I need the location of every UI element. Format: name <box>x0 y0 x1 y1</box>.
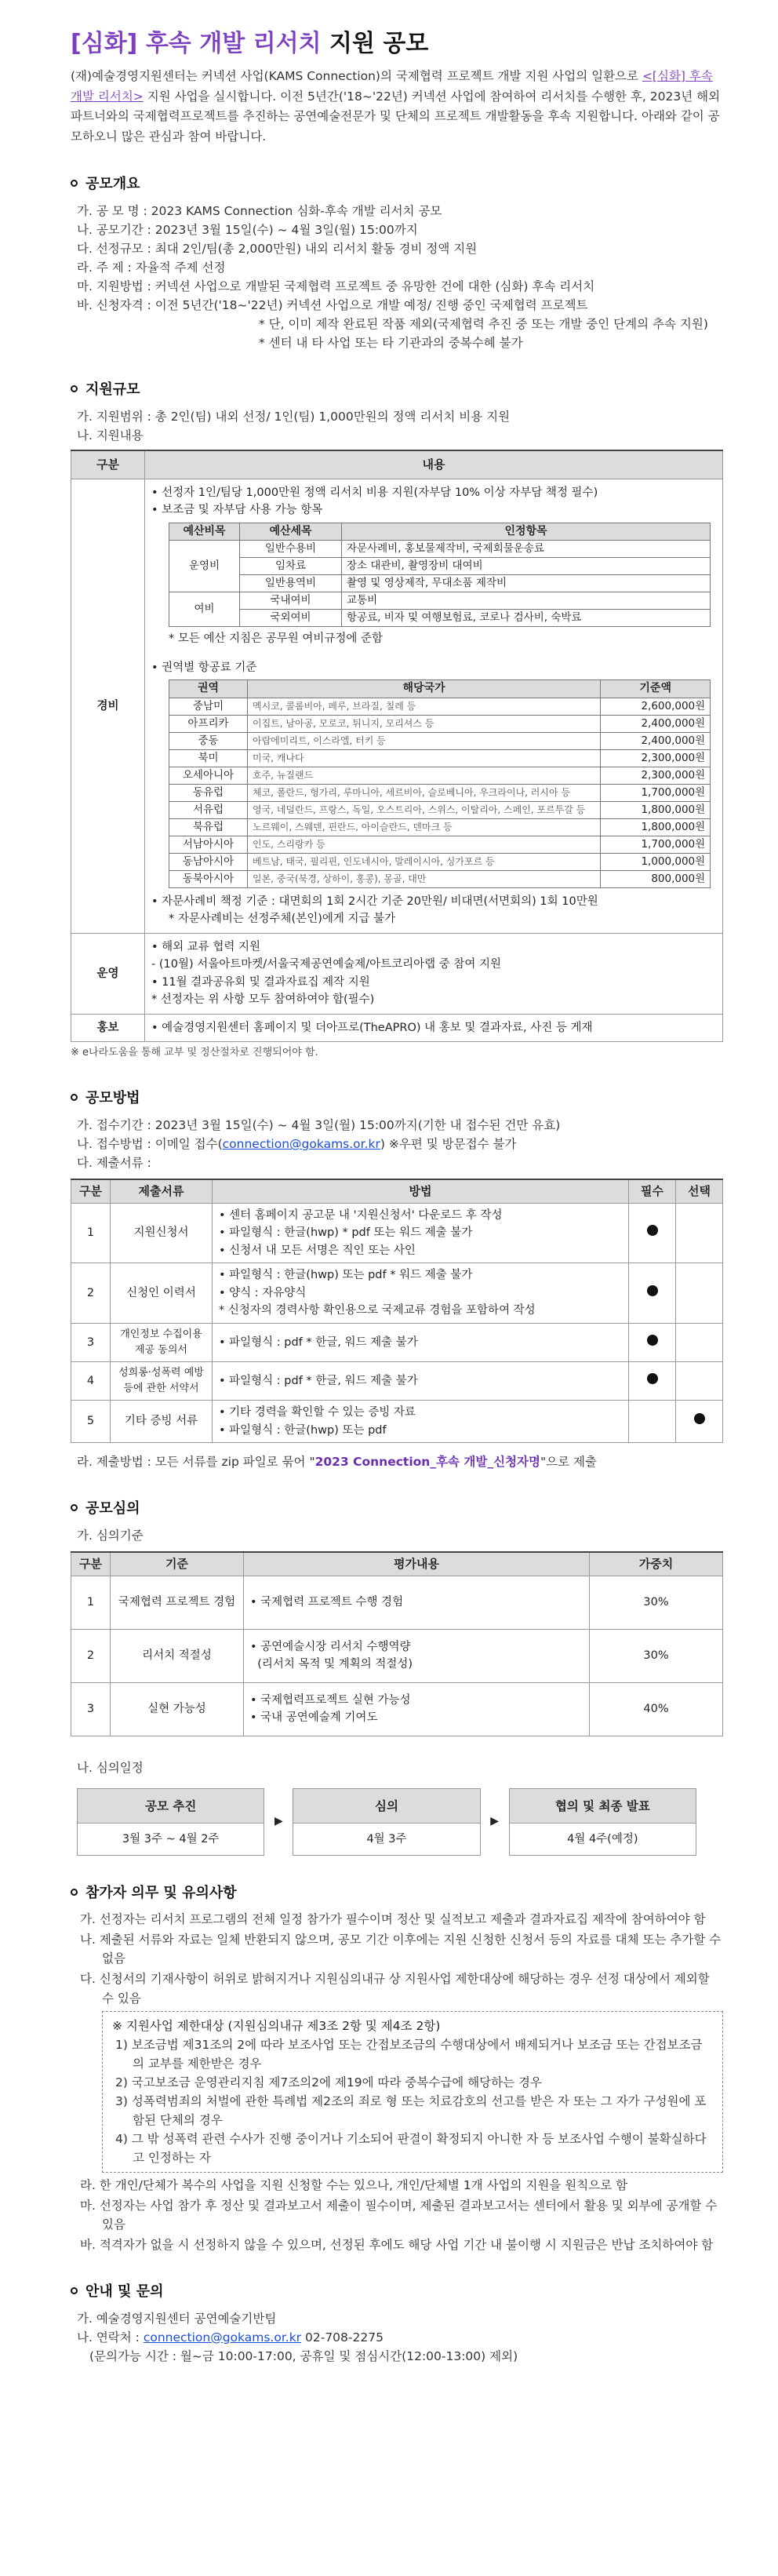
airfare-amount: 1,800,000원 <box>601 801 711 818</box>
schedule-step-date: 4월 4주(예정) <box>567 1832 638 1845</box>
bullet-circle-icon <box>71 385 78 392</box>
section-title-text: 참가자 의무 및 유의사항 <box>85 1884 237 1901</box>
evaluation-description-line: • 국제협력 프로젝트 수행 경험 <box>250 1595 404 1609</box>
evaluation-rows <box>71 1576 723 1736</box>
promotion-content: • 예술경영지원센터 홈페이지 및 더아프로(TheAPRO) 내 홍보 및 결과자료, 사진 등 게재 <box>145 1014 723 1041</box>
required-cell <box>629 1203 676 1262</box>
airfare-row <box>169 784 711 801</box>
document-row <box>71 1323 723 1361</box>
schedule-step-date: 3월 3주 ~ 4월 2주 <box>122 1832 220 1845</box>
airfare-row <box>169 870 711 887</box>
airfare-countries: 베트남, 태국, 필리핀, 인도네시아, 말레이시아, 싱가포르 등 <box>248 853 601 870</box>
operation-line: • 11월 결과공유회 및 결과자료집 제작 지원 <box>151 975 370 989</box>
required-cell <box>629 1401 676 1443</box>
document-method <box>213 1401 629 1443</box>
document-method-line: • 파일형식 : pdf * 한글, 워드 제출 불가 <box>219 1335 418 1349</box>
scale-line: 나. 지원내용 <box>77 428 144 443</box>
budget-note: * 모든 예산 지침은 공무원 여비규정에 준함 <box>169 632 384 646</box>
airfare-amount: 2,300,000원 <box>601 749 711 767</box>
operation-line: • 해외 교류 협력 지원 <box>151 940 261 953</box>
document-number: 5 <box>71 1401 111 1443</box>
airfare-row <box>169 715 711 732</box>
expense-bullet: • 보조금 및 자부담 사용 가능 항목 <box>151 504 323 517</box>
required-cell <box>629 1263 676 1323</box>
optional-cell <box>676 1323 723 1361</box>
airfare-header: 해당국가 <box>248 680 601 698</box>
optional-cell <box>676 1203 723 1262</box>
airfare-countries: 일본, 중국(북경, 상하이, 홍콩), 몽골, 대만 <box>248 870 601 887</box>
expense-bullet: • 선정자 1인/팀당 1,000만원 정액 리서치 비용 지원(자부담 10% 이상 자부담 책정 필수) <box>151 486 598 499</box>
budget-row <box>169 558 711 575</box>
advice-fee-rule: • 자문사례비 책정 기준 : 대면회의 1회 2시간 기준 20만원/ 비대면(서면회의) 1회 10만원 <box>151 894 598 908</box>
section-title-text: 공모방법 <box>85 1090 140 1107</box>
required-cell <box>629 1361 676 1400</box>
operation-content <box>145 933 723 1014</box>
row-label-operation: 운영 <box>71 933 145 1014</box>
airfare-countries: 인도, 스리랑카 등 <box>248 836 601 853</box>
document-method-line: • 파일형식 : 한글(hwp) 또는 pdf <box>219 1423 387 1437</box>
review-line: 나. 심의일정 <box>77 1760 144 1775</box>
airfare-table <box>169 680 711 888</box>
section-title-text: 안내 및 문의 <box>85 2283 164 2300</box>
budget-row <box>169 610 711 627</box>
advice-fee-note: * 자문사례비는 선정주체(본인)에게 지급 불가 <box>169 913 396 926</box>
bullet-circle-icon <box>71 1504 78 1511</box>
airfare-countries: 체코, 폴란드, 헝가리, 루마니아, 세르비아, 슬로베니아, 우크라이나, 러시아 등 <box>248 784 601 801</box>
schedule-step-title: 공모 추진 <box>78 1789 264 1824</box>
airfare-amount: 1,000,000원 <box>601 853 711 870</box>
method-line <box>71 1135 723 1153</box>
airfare-amount: 2,400,000원 <box>601 732 711 749</box>
method-line: 가. 접수기간 : 2023년 3월 15일(수) ~ 4월 3일(월) 15:00까지(기한 내 접수된 건만 유효) <box>77 1118 561 1133</box>
airfare-amount: 1,800,000원 <box>601 818 711 836</box>
document-method-line: • 파일형식 : 한글(hwp) * pdf 또는 워드 제출 불가 <box>219 1226 473 1240</box>
overview-line: 마. 지원방법 : 커넥션 사업으로 개발된 국제협력 프로젝트 중 유망한 건에 대한 (심화) 후속 리서치 <box>77 279 595 294</box>
arrow-right-icon: ▶ <box>490 1814 500 1827</box>
airfare-countries: 노르웨이, 스웨덴, 핀란드, 아이슬란드, 덴마크 등 <box>248 818 601 836</box>
section-title-text: 지원규모 <box>85 381 140 399</box>
document-method <box>213 1263 629 1323</box>
budget-category: 운영비 <box>169 541 240 592</box>
airfare-region: 서남아시아 <box>169 836 248 853</box>
schedule-step-title: 협의 및 최종 발표 <box>510 1789 696 1824</box>
section-title <box>71 1882 723 1904</box>
table-header: 구분 <box>71 1552 111 1576</box>
method-text: 라. 제출방법 : 모든 서류를 zip 파일로 묶어 " <box>77 1455 315 1470</box>
document-method-line: • 센터 홈페이지 공고문 내 '지원신청서' 다운로드 후 작성 <box>219 1208 503 1222</box>
intro-program-link[interactable]: <[심화] 후속 개발 리서치> <box>71 69 713 104</box>
table-header: 평가내용 <box>244 1552 590 1576</box>
airfare-region: 중남미 <box>169 698 248 715</box>
title-rest: 지원 공모 <box>321 30 429 57</box>
table-header: 방법 <box>213 1179 629 1203</box>
contact-email-link[interactable]: connection@gokams.or.kr <box>143 2330 302 2345</box>
airfare-region: 중동 <box>169 732 248 749</box>
restriction-item: 1) 보조금법 제31조의 2에 따라 보조사업 또는 간접보조금의 수행대상에서 배제되거나 보조금 또는 간접보조금의 교부를 제한받은 경우 <box>115 2037 703 2071</box>
region-intro: • 권역별 항공료 기준 <box>151 661 257 674</box>
evaluation-description-line: (리서치 목적 및 계획의 적절성) <box>250 1658 413 1671</box>
schedule-step <box>293 1788 480 1856</box>
budget-row <box>169 592 711 610</box>
intro-text-2: 지원 사업을 실시합니다. 이전 5년간('18~'22년) 커넥션 사업에 참여하여 리서치를 수행한 후, 2023년 해외 파트너와의 국제협력프로젝트를 추진하는 공연예술전문가 및 단체의 프로젝트 개발활동을 후속 지원합니다. 아래와 같이 공모하오니 많은 관심과 참여 바랍니다. <box>71 89 721 144</box>
intro-paragraph <box>71 67 723 147</box>
schedule-step-title: 심의 <box>293 1789 479 1824</box>
required-dot-icon <box>647 1335 658 1346</box>
table-header: 필수 <box>629 1179 676 1203</box>
restriction-title: ※ 지원사업 제한대상 (지원심의내규 제3조 2항 및 제4조 2항) <box>112 2018 441 2033</box>
budget-header: 인정항목 <box>342 523 711 541</box>
restriction-item: 3) 성폭력범죄의 처벌에 관한 특례법 제2조의 죄로 형 또는 치료감호의 선고를 받은 자 또는 그 자가 구성원에 포함된 단체의 경우 <box>115 2093 707 2127</box>
airfare-countries: 미국, 캐나다 <box>248 749 601 767</box>
budget-allowed: 자문사례비, 홍보물제작비, 국제회물운송료 <box>342 541 711 558</box>
evaluation-criterion: 리서치 적절성 <box>111 1629 244 1682</box>
document-row <box>71 1401 723 1443</box>
section-title-text: 공모심의 <box>85 1500 140 1518</box>
airfare-region: 동남아시아 <box>169 853 248 870</box>
document-name: 개인정보 수집이용 제공 동의서 <box>111 1323 213 1361</box>
evaluation-row <box>71 1629 723 1682</box>
overview-line: 다. 선정규모 : 최대 2인/팀(총 2,000만원) 내외 리서치 활동 경비 정액 지원 <box>77 242 478 257</box>
document-row <box>71 1361 723 1400</box>
airfare-rows <box>169 698 711 887</box>
schedule-step <box>77 1788 264 1856</box>
schedule-step <box>509 1788 696 1856</box>
restriction-item: 2) 국고보조금 운영관리지침 제7조의2에 제19에 따라 중복수급에 해당하는 경우 <box>115 2075 542 2090</box>
evaluation-weight: 30% <box>590 1576 723 1629</box>
document-number: 4 <box>71 1361 111 1400</box>
required-dot-icon <box>647 1225 658 1236</box>
method-text: 나. 접수방법 : 이메일 접수( <box>77 1137 223 1152</box>
airfare-region: 동유럽 <box>169 784 248 801</box>
document-number: 1 <box>71 1203 111 1262</box>
review-line: 가. 심의기준 <box>77 1528 144 1543</box>
section-title <box>71 173 723 195</box>
document-method-line: • 파일형식 : 한글(hwp) 또는 pdf * 워드 제출 불가 <box>219 1269 473 1282</box>
section-title <box>71 2281 723 2303</box>
page-title <box>71 28 723 59</box>
airfare-region: 북유럽 <box>169 818 248 836</box>
document-name: 지원신청서 <box>111 1203 213 1262</box>
method-line: 다. 제출서류 : <box>77 1156 151 1171</box>
document-method-line: • 기타 경력을 확인할 수 있는 증빙 자료 <box>219 1406 416 1419</box>
row-label-expense: 경비 <box>71 479 145 933</box>
contact-line: 가. 예술경영지원센터 공연예술기반팀 <box>77 2311 277 2326</box>
evaluation-number: 1 <box>71 1576 111 1629</box>
required-dot-icon <box>647 1373 658 1384</box>
section-obligations <box>71 1882 723 2254</box>
airfare-header: 기준액 <box>601 680 711 698</box>
evaluation-description-line: • 국내 공연예술계 기여도 <box>250 1711 378 1725</box>
evaluation-table <box>71 1551 723 1736</box>
bullet-circle-icon <box>71 2287 78 2294</box>
overview-note: * 센터 내 타 사업 또는 타 기관과의 중복수혜 불가 <box>259 336 523 351</box>
document-name: 신청인 이력서 <box>111 1263 213 1323</box>
airfare-countries: 아랍에미리트, 이스라엘, 터키 등 <box>248 732 601 749</box>
arrow-right-icon: ▶ <box>274 1814 283 1827</box>
section-title <box>71 379 723 401</box>
evaluation-description-line: • 공연예술시장 리서치 수행역량 <box>250 1640 411 1653</box>
section-support-scale <box>71 379 723 1061</box>
filename-highlight: 2023 Connection_후속 개발_신청자명 <box>314 1455 540 1470</box>
budget-row <box>169 541 711 558</box>
budget-row <box>169 575 711 592</box>
optional-cell <box>676 1263 723 1323</box>
airfare-countries: 이집트, 남아공, 모로코, 튀니지, 모리셔스 등 <box>248 715 601 732</box>
optional-cell <box>676 1361 723 1400</box>
overview-line: 라. 주 제 : 자율적 주제 선정 <box>77 261 226 275</box>
budget-header: 예산세목 <box>240 523 342 541</box>
support-content-table <box>71 450 723 1042</box>
required-dot-icon <box>647 1285 658 1296</box>
table-header: 제출서류 <box>111 1179 213 1203</box>
scale-line: 가. 지원범위 : 총 2인(팀) 내외 선정/ 1인(팀) 1,000만원의 정액 리서치 비용 지원 <box>77 410 511 424</box>
budget-category: 여비 <box>169 592 240 627</box>
obligation-item: 다. 신청서의 기재사항이 허위로 밝혀지거나 지원심의내규 상 지원사업 제한대상에 해당하는 경우 선정 대상에서 제외할 수 있음 <box>80 1972 710 2006</box>
restriction-item: 4) 그 밖 성폭력 관련 수사가 진행 중이거나 기소되어 판결이 확정되지 아니한 자 등 보조사업 수행이 불확실하다고 인정하는 자 <box>115 2131 707 2165</box>
airfare-countries: 멕시코, 콜롬비아, 페루, 브라질, 칠레 등 <box>248 698 601 715</box>
method-text: ) ※우편 및 방문접수 불가 <box>380 1137 517 1152</box>
airfare-region: 아프리카 <box>169 715 248 732</box>
obligation-item: 나. 제출된 서류와 자료는 일체 반환되지 않으며, 공모 기간 이후에는 지원 신청한 신청서 등의 자료를 대체 또는 추가할 수 없음 <box>80 1933 722 1966</box>
evaluation-criterion: 실현 가능성 <box>111 1682 244 1736</box>
section-overview <box>71 173 723 352</box>
evaluation-criterion: 국제협력 프로젝트 경험 <box>111 1576 244 1629</box>
table-header: 구분 <box>71 450 145 479</box>
airfare-amount: 1,700,000원 <box>601 784 711 801</box>
document-method <box>213 1323 629 1361</box>
table-header: 구분 <box>71 1179 111 1203</box>
airfare-countries: 호주, 뉴질랜드 <box>248 767 601 784</box>
evaluation-description <box>244 1629 590 1682</box>
method-line <box>71 1452 723 1471</box>
evaluation-weight: 30% <box>590 1629 723 1682</box>
evaluation-number: 3 <box>71 1682 111 1736</box>
budget-item: 국외여비 <box>240 610 342 627</box>
overview-line: 바. 신청자격 : 이전 5년간('18~'22년) 커넥션 사업으로 개발 예정/ 진행 중인 국제협력 프로젝트 <box>77 298 588 313</box>
overview-line: 나. 공모기간 : 2023년 3월 15일(수) ~ 4월 3일(월) 15:00까지 <box>77 223 418 238</box>
table-header: 선택 <box>676 1179 723 1203</box>
required-cell <box>629 1323 676 1361</box>
document-method-line: • 신청서 내 모든 서명은 직인 또는 사인 <box>219 1244 416 1257</box>
document-number: 2 <box>71 1263 111 1323</box>
budget-allowed: 촬영 및 영상제작, 무대소품 제작비 <box>342 575 711 592</box>
document-method-line: • 파일형식 : pdf * 한글, 워드 제출 불가 <box>219 1374 418 1387</box>
documents-table <box>71 1179 723 1443</box>
contact-text: 나. 연락처 : <box>77 2330 144 2345</box>
evaluation-row <box>71 1682 723 1736</box>
budget-item: 일반용역비 <box>240 575 342 592</box>
bullet-circle-icon <box>71 180 78 187</box>
airfare-region: 서유럽 <box>169 801 248 818</box>
evaluation-description <box>244 1682 590 1736</box>
documents-rows <box>71 1203 723 1442</box>
budget-table <box>169 523 711 628</box>
airfare-region: 오세아니아 <box>169 767 248 784</box>
row-label-promotion: 홍보 <box>71 1014 145 1041</box>
airfare-row <box>169 749 711 767</box>
document-name: 기타 증빙 서류 <box>111 1401 213 1443</box>
budget-header: 예산비목 <box>169 523 240 541</box>
section-contact <box>71 2281 723 2366</box>
airfare-row <box>169 732 711 749</box>
airfare-amount: 2,400,000원 <box>601 715 711 732</box>
airfare-region: 북미 <box>169 749 248 767</box>
section-application-method <box>71 1088 723 1471</box>
airfare-amount: 2,600,000원 <box>601 698 711 715</box>
evaluation-row <box>71 1576 723 1629</box>
budget-item: 임차료 <box>240 558 342 575</box>
obligation-item: 바. 적격자가 없을 시 선정하지 않을 수 있으며, 선정된 후에도 해당 사업 기간 내 불이행 시 지원금은 반납 조치하여야 함 <box>80 2237 714 2252</box>
evaluation-number: 2 <box>71 1629 111 1682</box>
optional-dot-icon <box>694 1413 705 1424</box>
restriction-box <box>102 2011 723 2173</box>
schedule-step-date: 4월 3주 <box>366 1832 407 1845</box>
operation-line: * 선정자는 위 사항 모두 참여하여야 함(필수) <box>151 993 375 1007</box>
contact-hours: (문의가능 시간 : 월~금 10:00-17:00, 공휴일 및 점심시간(12:00-13:00) 제외) <box>89 2348 518 2363</box>
airfare-region: 동북아시아 <box>169 870 248 887</box>
document-row <box>71 1263 723 1323</box>
document-method-line: * 신청자의 경력사항 확인용으로 국제교류 경험을 포함하여 작성 <box>219 1304 536 1317</box>
section-title <box>71 1498 723 1520</box>
airfare-row <box>169 767 711 784</box>
obligation-item: 가. 선정자는 리서치 프로그램의 전체 일정 참가가 필수이며 정산 및 실적보고 제출과 결과자료집 제작에 참여하여야 함 <box>80 1912 706 1927</box>
table-header: 가중치 <box>590 1552 723 1576</box>
airfare-row <box>169 836 711 853</box>
document-row <box>71 1203 723 1262</box>
document-number: 3 <box>71 1323 111 1361</box>
document-method <box>213 1361 629 1400</box>
airfare-row <box>169 698 711 715</box>
operation-line: - (10월) 서울아트마켓/서울국제공연예술제/아트코리아랩 중 참여 지원 <box>151 958 501 971</box>
table-header: 기준 <box>111 1552 244 1576</box>
airfare-amount: 2,300,000원 <box>601 767 711 784</box>
expense-content <box>145 479 723 933</box>
table-header: 내용 <box>145 450 723 479</box>
airfare-row <box>169 853 711 870</box>
airfare-header: 권역 <box>169 680 248 698</box>
bullet-circle-icon <box>71 1094 78 1101</box>
footnote: ※ e나라도움을 통해 교부 및 정산절차로 진행되어야 함. <box>71 1047 318 1059</box>
document-name: 성희롱·성폭력 예방 등에 관한 서약서 <box>111 1361 213 1400</box>
title-highlight: [심화] 후속 개발 리서치 <box>71 30 322 57</box>
budget-allowed: 교통비 <box>342 592 711 610</box>
intro-text-1: (재)예술경영지원센터는 커넥션 사업(KAMS Connection)의 국제협력 프로젝트 개발 지원 사업의 일환으로 <box>71 69 638 83</box>
evaluation-description <box>244 1576 590 1629</box>
document-method-line: • 양식 : 자유양식 <box>219 1286 307 1299</box>
bullet-circle-icon <box>71 1889 78 1896</box>
airfare-countries: 영국, 네덜란드, 프랑스, 독일, 오스트리아, 스위스, 이탈리아, 스페인, 포르투갈 등 <box>248 801 601 818</box>
airfare-amount: 1,700,000원 <box>601 836 711 853</box>
overview-line: 가. 공 모 명 : 2023 KAMS Connection 심화-후속 개발 리서치 공모 <box>77 204 442 219</box>
airfare-amount: 800,000원 <box>601 870 711 887</box>
method-text: "으로 제출 <box>540 1455 597 1470</box>
airfare-row <box>169 818 711 836</box>
budget-allowed: 항공료, 비자 및 여행보험료, 코로나 검사비, 숙박료 <box>342 610 711 627</box>
airfare-row <box>169 801 711 818</box>
section-title-text: 공모개요 <box>85 176 140 193</box>
evaluation-description-line: • 국제협력프로젝트 실현 가능성 <box>250 1693 411 1707</box>
section-title <box>71 1088 723 1109</box>
budget-item: 일반수용비 <box>240 541 342 558</box>
overview-note: * 단, 이미 제작 완료된 작품 제외(국제협력 추진 중 또는 개발 중인 단계의 추속 지원) <box>259 317 708 332</box>
obligation-item: 마. 선정자는 사업 참가 후 정산 및 결과보고서 제출이 필수이며, 제출된 결과보고서는 센터에서 활용 및 외부에 공개할 수 있음 <box>80 2198 718 2232</box>
obligation-item: 라. 한 개인/단체가 복수의 사업을 지원 신청할 수는 있으나, 개인/단체별 1개 사업의 지원을 원칙으로 함 <box>80 2177 628 2192</box>
budget-allowed: 장소 대관비, 촬영장비 대여비 <box>342 558 711 575</box>
contact-line <box>71 2328 723 2347</box>
budget-item: 국내여비 <box>240 592 342 610</box>
email-link[interactable]: connection@gokams.or.kr <box>222 1137 380 1152</box>
document-method <box>213 1203 629 1262</box>
contact-phone: 02-708-2275 <box>301 2330 384 2345</box>
section-review <box>71 1498 723 1855</box>
schedule-flow <box>77 1788 696 1856</box>
optional-cell <box>676 1401 723 1443</box>
evaluation-weight: 40% <box>590 1682 723 1736</box>
